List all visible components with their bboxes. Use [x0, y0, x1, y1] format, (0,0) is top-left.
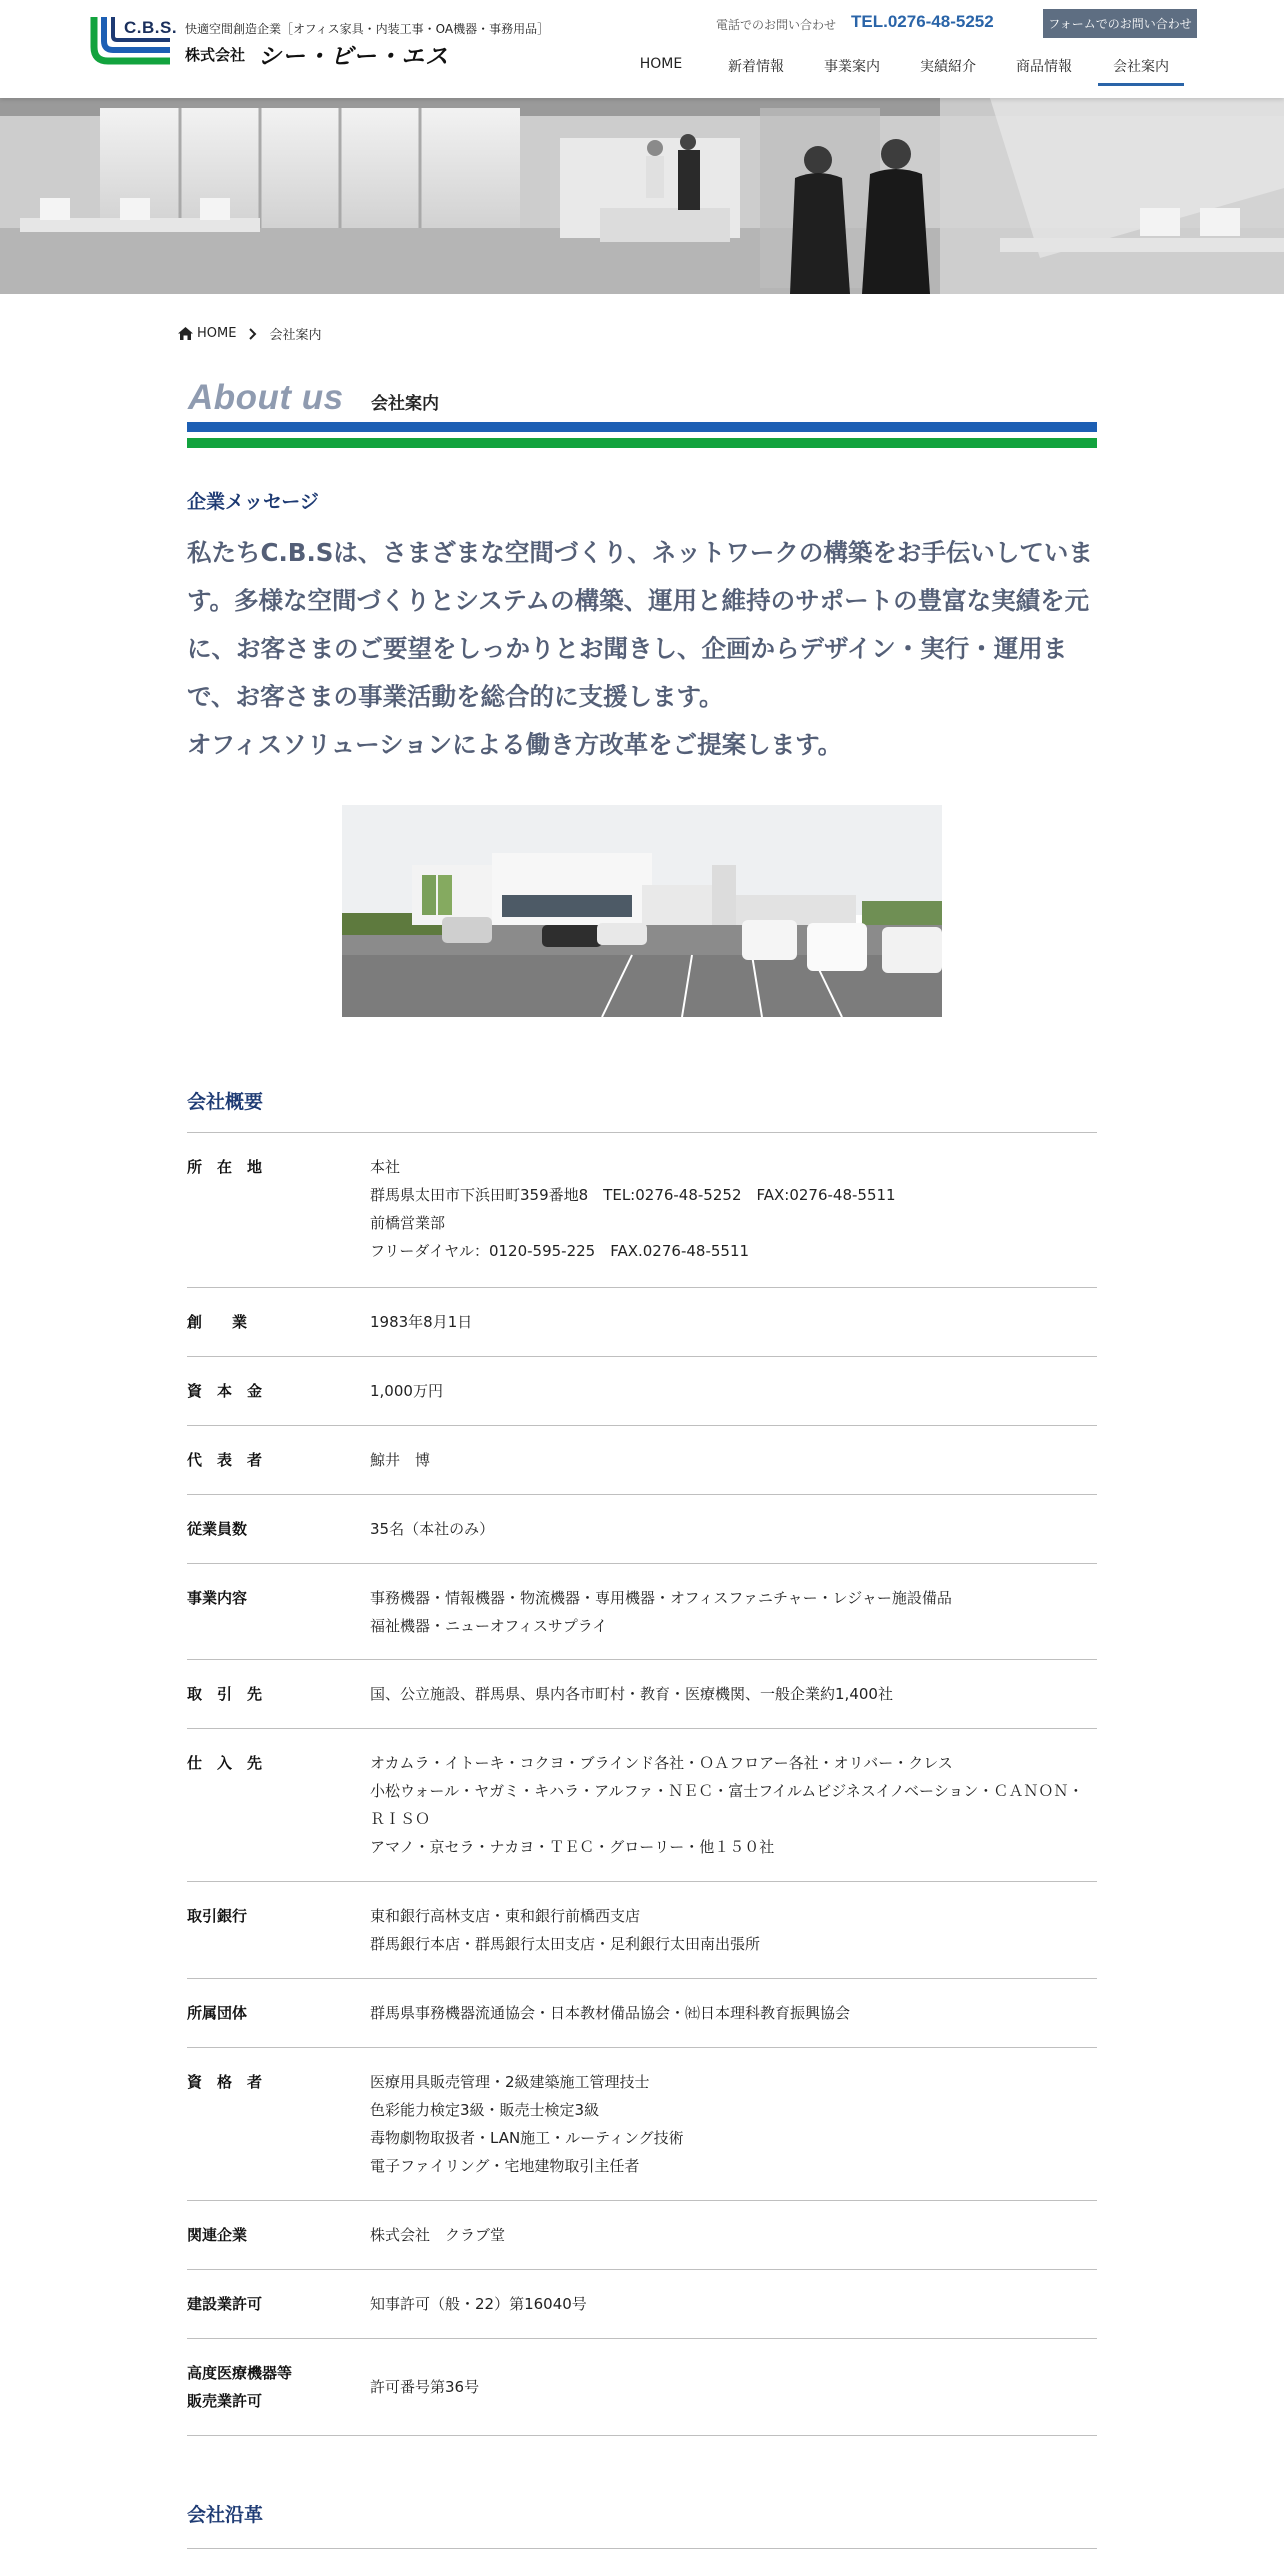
tel-number-link[interactable]: TEL.0276-48-5252: [851, 12, 994, 31]
tel-label: 電話でのお問い合わせ: [716, 18, 837, 32]
company-name[interactable]: シー・ビー・エス: [258, 44, 450, 70]
row-label: 従業員数: [187, 1520, 248, 1538]
row-value: 株式会社 クラブ堂: [370, 2226, 506, 2244]
home-icon[interactable]: [178, 327, 193, 340]
message-body: 私たちC.B.Sは、さまざまな空間づくり、ネットワークの構築をお手伝いしています。多様な空間づくりとシステムの構築、運用と維持のサポートの豊富な実績を元に、お客さまのご要望をしっかりとお聞きし、企画からデザイン・実行・運用まで、お客さまの事業活動を総合的に支援します。: [187, 538, 1093, 711]
row-value: 事務機器・情報機器・物流機器・専用機器・オフィスファニチャー・レジャー施設備品 福祉機器・ニューオフィスサプライ: [370, 1589, 952, 1635]
table-row: [187, 1133, 1097, 1288]
main-nav: [628, 50, 1184, 86]
nav-business[interactable]: 事業案内: [824, 59, 880, 75]
chevron-right-icon: [248, 328, 258, 340]
company-profile-table: [187, 1132, 1097, 2436]
row-label: 建設業許可: [187, 2295, 263, 2313]
table-row: [187, 2201, 1097, 2270]
row-value: 1983年8月1日: [370, 1313, 473, 1331]
contact-form-button[interactable]: フォームでのお問い合わせ: [1043, 9, 1197, 38]
row-label: 所 在 地: [187, 1158, 263, 1176]
message-heading: 企業メッセージ: [187, 491, 319, 513]
table-row: [187, 1660, 1097, 1729]
history-divider: [187, 2548, 1097, 2549]
company-prefix: 株式会社: [185, 46, 246, 64]
table-row: [187, 1288, 1097, 1357]
overview-heading: 会社概要: [187, 1091, 264, 1113]
table-row: [187, 1979, 1097, 2048]
breadcrumb: [178, 324, 321, 343]
history-heading: 会社沿革: [187, 2504, 264, 2526]
row-label: 高度医療機器等 販売業許可: [187, 2364, 293, 2410]
row-value: オカムラ・イトーキ・コクヨ・ブラインド各社・ＯＡフロアー各社・オリバー・クレス 小松ウォール・ヤガミ・キハラ・アルファ・ＮＥＣ・富士フイルムビジネスイノベーション・ＣＡＮＯＮ・ＲＩＳＯ アマノ・京セラ・ナカヨ・ＴＥＣ・グローリー・他１５０社: [370, 1754, 1084, 1856]
row-value: 医療用具販売管理・2級建築施工管理技士 色彩能力検定3級・販売士検定3級 毒物劇物取扱者・LAN施工・ルーティング技術 電子ファイリング・宅地建物取引主任者: [370, 2073, 684, 2175]
row-value: 本社 群馬県太田市下浜田町359番地8 TEL:0276-48-5252 FAX:0276-48-5511 前橋営業部 フリーダイヤル：0120-595-225 FAX.0276-48-5511: [370, 1158, 896, 1260]
nav-works[interactable]: 実績紹介: [920, 59, 976, 75]
row-label: 関連企業: [187, 2226, 248, 2244]
title-rule-green: [187, 438, 1097, 448]
nav-company[interactable]: 会社案内: [1098, 50, 1184, 86]
row-label: 取引銀行: [187, 1907, 248, 1925]
row-value: 国、公立施設、群馬県、県内各市町村・教育・医療機関、一般企業約1,400社: [370, 1685, 893, 1703]
nav-home[interactable]: HOME: [639, 56, 683, 72]
table-row: [187, 1882, 1097, 1979]
title-rule-blue: [187, 422, 1097, 432]
row-value: 1,000万円: [370, 1382, 443, 1400]
table-row: [187, 1564, 1097, 1660]
row-value: 群馬県事務機器流通協会・日本教材備品協会・㈳日本理科教育振興協会: [370, 2004, 851, 2022]
row-value: 許可番号第36号: [370, 2378, 480, 2396]
nav-news[interactable]: 新着情報: [728, 59, 784, 75]
row-value: 東和銀行高林支店・東和銀行前橋西支店 群馬銀行本店・群馬銀行太田支店・足利銀行太田南出張所: [370, 1907, 761, 1953]
row-label: 資 本 金: [187, 1382, 263, 1400]
row-label: 取 引 先: [187, 1685, 263, 1703]
logo-text: C.B.S.: [124, 18, 178, 37]
table-row: [187, 2270, 1097, 2339]
site-header: [0, 0, 1284, 98]
row-label: 創 業: [187, 1313, 248, 1331]
row-label: 資 格 者: [187, 2073, 263, 2091]
company-message: [187, 529, 1103, 769]
company-tagline: 快適空間創造企業［オフィス家具・内装工事・OA機器・事務用品］: [185, 22, 550, 36]
nav-products[interactable]: 商品情報: [1016, 59, 1072, 75]
table-row: [187, 2048, 1097, 2201]
message-body-2: オフィスソリューションによる働き方改革をご提案します。: [187, 730, 843, 759]
row-label: 事業内容: [187, 1589, 248, 1607]
row-value: 35名（本社のみ）: [370, 1520, 495, 1538]
breadcrumb-home[interactable]: HOME: [197, 326, 237, 341]
row-label: 仕 入 先: [187, 1754, 263, 1772]
page-title-en: About us: [188, 378, 344, 417]
row-label: 代 表 者: [187, 1451, 263, 1469]
row-label: 所属団体: [187, 2004, 248, 2022]
page-title-ja: 会社案内: [371, 394, 439, 414]
table-row: [187, 2339, 1097, 2436]
office-hero-image: [0, 98, 1284, 294]
hero-banner: [0, 98, 1284, 294]
table-row: [187, 1357, 1097, 1426]
table-row: [187, 1495, 1097, 1564]
row-value: 鯨井 博: [370, 1451, 431, 1469]
company-building-photo: [342, 805, 942, 1017]
row-value: 知事許可（般・22）第16040号: [370, 2295, 587, 2313]
breadcrumb-current: 会社案内: [269, 328, 322, 343]
table-row: [187, 1426, 1097, 1495]
table-row: [187, 1729, 1097, 1882]
